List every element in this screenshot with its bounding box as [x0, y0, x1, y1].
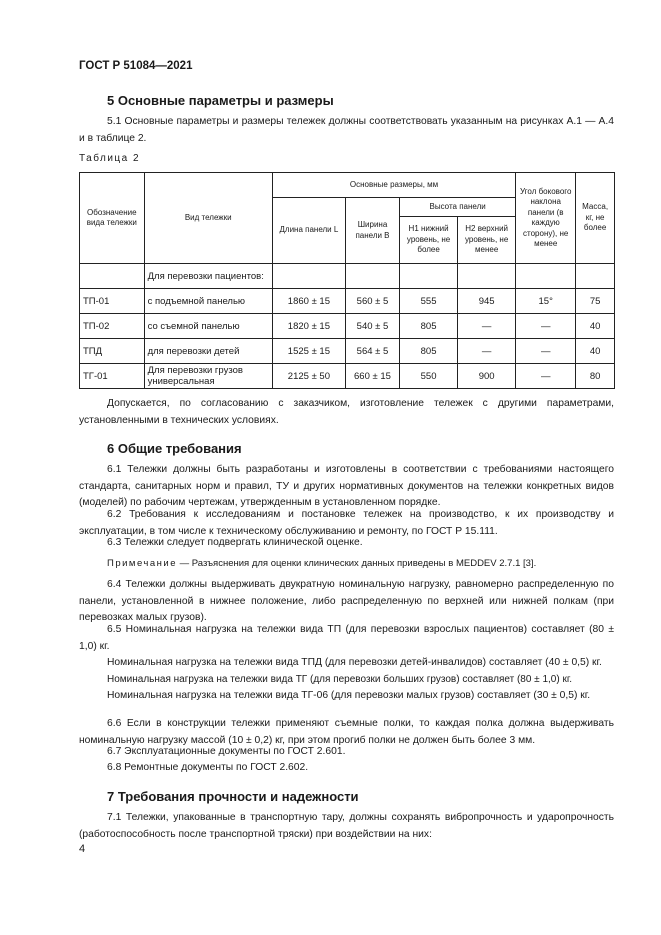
table-row	[80, 364, 615, 389]
cell-length: 2125 ± 50	[272, 364, 345, 389]
cell-h2: —	[458, 314, 516, 339]
cell-angle	[516, 264, 576, 289]
header-angle: Угол бокового наклона панели (в каждую сторону), не менее	[516, 173, 576, 264]
cell-angle: —	[516, 339, 576, 364]
cell-width	[345, 264, 399, 289]
cell-view: для перевозки детей	[144, 339, 272, 364]
table-caption: Таблица 2	[79, 153, 141, 164]
table-row	[80, 314, 615, 339]
parameters-table	[79, 172, 615, 389]
cell-mass	[576, 264, 615, 289]
paragraph-7-1: 7.1 Тележки, упакованные в транспортную тару, должны сохранять вибропрочность и ударопрочность (работоспособность после транспортной тряски) при воздействии на них:	[79, 812, 614, 840]
table-row	[80, 264, 615, 289]
cell-code: ТГ-01	[80, 364, 145, 389]
paragraph-5-1: 5.1 Основные параметры и размеры тележек должны соответствовать указанным на рисунках А.1 — А.4 и в таблице 2.	[79, 116, 614, 144]
note	[107, 556, 642, 573]
cell-h1	[400, 264, 458, 289]
paragraph-6-8: 6.8 Ремонтные документы по ГОСТ 2.602.	[107, 762, 309, 773]
cell-h1: 550	[400, 364, 458, 389]
cell-mass: 75	[576, 289, 615, 314]
paragraph-6-5a: 6.5 Номинальная нагрузка на тележки вида ТП (для перевозки взрослых пациентов) составляет (80 ± 1,0) кг.	[79, 624, 614, 652]
header-view: Вид тележки	[144, 173, 272, 264]
cell-width: 560 ± 5	[345, 289, 399, 314]
cell-h2: 900	[458, 364, 516, 389]
paragraph-6-2: 6.2 Требования к исследованиям и постановке тележек на производство, к их производству и эксплуатации, в том числе к техническому обслуживанию и ремонту, по ГОСТ Р 15.111.	[79, 509, 614, 537]
cell-length: 1860 ± 15	[272, 289, 345, 314]
page-number: 4	[79, 843, 86, 855]
paragraph-after-table: Допускается, по согласованию с заказчиком, изготовление тележек с другими параметрами, установленными в технических условиях.	[79, 398, 614, 426]
table-row	[80, 289, 615, 314]
cell-h2: —	[458, 339, 516, 364]
header-designation: Обозначение вида тележки	[80, 173, 145, 264]
note-text: — Разъяснения для оценки клинических данных приведены в MEDDEV 2.7.1 [3].	[177, 558, 537, 569]
header-length: Длина панели L	[272, 198, 345, 264]
cell-view: Для перевозки грузов универсальная	[144, 364, 272, 389]
cell-h1: 805	[400, 339, 458, 364]
cell-view: Для перевозки пациентов:	[144, 264, 272, 289]
cell-code: ТП-01	[80, 289, 145, 314]
paragraph-6-5b: Номинальная нагрузка на тележки вида ТПД (для перевозки детей-инвалидов) составляет (40 ± 0,5) кг.	[107, 657, 602, 668]
header-mass: Масса, кг, не более	[576, 173, 615, 264]
section-6-title: 6 Общие требования	[107, 441, 242, 456]
cell-h1: 805	[400, 314, 458, 339]
paragraph-6-1: 6.1 Тележки должны быть разработаны и изготовлены в соответствии с требованиями настоящего стандарта, санитарных норм и правил, ТУ и других нормативных документов на тележки конкретных видов (моделей) по рабочим чертежам, утвержденным в установленном порядке.	[79, 464, 614, 508]
paragraph-6-3: 6.3 Тележки следует подвергать клинической оценке.	[107, 537, 363, 548]
table-row	[80, 339, 615, 364]
cell-code	[80, 264, 145, 289]
paragraph-6-5d: Номинальная нагрузка на тележки вида ТГ-06 (для перевозки малых грузов) составляет (30 ± 0,5) кг.	[107, 690, 591, 701]
paragraph-6-7: 6.7 Эксплуатационные документы по ГОСТ 2.601.	[107, 746, 346, 757]
cell-h1: 555	[400, 289, 458, 314]
paragraph-6-5c: Номинальная нагрузка на тележки вида ТГ (для перевозки больших грузов) составляет (80 ± 1,0) кг.	[107, 674, 573, 685]
cell-width: 540 ± 5	[345, 314, 399, 339]
cell-angle: —	[516, 314, 576, 339]
section-5-title: 5 Основные параметры и размеры	[107, 93, 334, 108]
cell-view: со съемной панелью	[144, 314, 272, 339]
cell-mass: 40	[576, 339, 615, 364]
header-main-dimensions: Основные размеры, мм	[272, 173, 515, 198]
paragraph-6-6: 6.6 Если в конструкции тележки применяют съемные полки, то каждая полка должна выдерживать номинальную нагрузку массой (10 ± 0,2) кг, при этом прогиб полки не должен быть более 3 мм.	[79, 718, 614, 746]
header-h2: H2 верхний уровень, не менее	[458, 217, 516, 264]
header-width: Ширина панели B	[345, 198, 399, 264]
cell-view: с подъемной панелью	[144, 289, 272, 314]
cell-mass: 80	[576, 364, 615, 389]
paragraph-6-4: 6.4 Тележки должны выдерживать двукратную номинальную нагрузку, равномерно распределенную по панели, установленной в нижнее положение, либо распределенную по верхней или нижней полкам (при перевозках малых грузов).	[79, 579, 614, 623]
cell-h2	[458, 264, 516, 289]
section-7-title: 7 Требования прочности и надежности	[107, 789, 359, 804]
cell-h2: 945	[458, 289, 516, 314]
cell-length	[272, 264, 345, 289]
cell-code: ТПД	[80, 339, 145, 364]
cell-code: ТП-02	[80, 314, 145, 339]
cell-width: 564 ± 5	[345, 339, 399, 364]
header-height: Высота панели	[400, 198, 516, 217]
cell-length: 1525 ± 15	[272, 339, 345, 364]
note-label: Примечание	[107, 558, 177, 569]
cell-angle: 15°	[516, 289, 576, 314]
document-id-header: ГОСТ Р 51084—2021	[79, 60, 193, 72]
header-h1: H1 нижний уровень, не более	[400, 217, 458, 264]
cell-mass: 40	[576, 314, 615, 339]
cell-angle: —	[516, 364, 576, 389]
cell-width: 660 ± 15	[345, 364, 399, 389]
cell-length: 1820 ± 15	[272, 314, 345, 339]
